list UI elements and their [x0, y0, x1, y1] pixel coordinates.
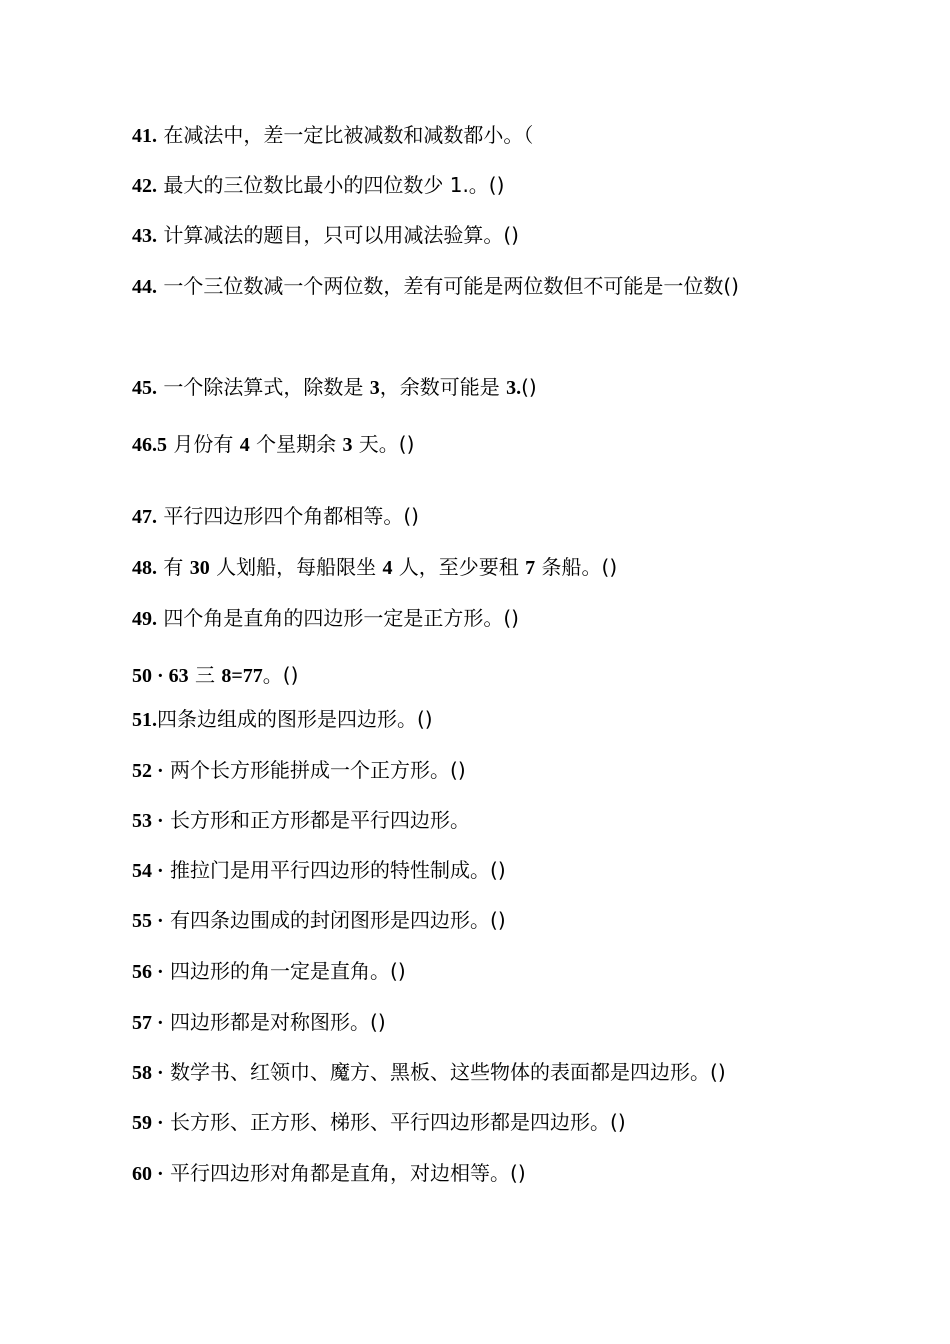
question-46: [132, 431, 414, 458]
question-53: [132, 807, 470, 834]
question-number: 57 ·: [132, 1012, 164, 1034]
question-text: 月份有: [167, 432, 240, 456]
question-number: 56 ·: [132, 961, 164, 983]
question-number: 42.: [132, 175, 157, 197]
question-45: [132, 374, 537, 401]
question-text: 推拉门是用平行四边形的特性制成。(): [163, 858, 506, 882]
question-43: [132, 222, 519, 249]
question-text: 有四条边围成的封闭图形是四边形。(): [163, 908, 506, 932]
question-text: 人，至少要租: [392, 555, 526, 579]
question-text: ，余数可能是: [379, 375, 507, 399]
question-60: [132, 1160, 526, 1187]
question-number: 59 ·: [132, 1112, 164, 1134]
question-text: 在减法中，差一定比被减数和减数都小。（: [157, 123, 534, 147]
question-bold-value: 3: [369, 377, 380, 399]
question-bold-value: 30: [189, 557, 210, 579]
question-41: [132, 122, 533, 149]
question-text: 一个三位数减一个两位数，差有可能是两位数但不可能是一位数(): [157, 274, 739, 298]
question-number: 53 ·: [132, 810, 164, 832]
question-text: 四个角是直角的四边形一定是正方形。(): [157, 606, 519, 630]
question-text: 计算减法的题目，只可以用减法验算。(): [157, 223, 519, 247]
question-number: 55 ·: [132, 910, 164, 932]
question-bold-value: 3: [342, 434, 353, 456]
question-number: 60 ·: [132, 1163, 164, 1185]
question-bold-value: 7: [525, 557, 536, 579]
question-bold-value: 8=77: [221, 665, 263, 687]
question-number: 46.5: [132, 434, 167, 456]
question-59: [132, 1109, 626, 1136]
question-49: [132, 605, 519, 632]
question-52: [132, 757, 466, 784]
question-text: 个星期余: [249, 432, 343, 456]
question-51: [132, 706, 433, 733]
question-number: 51.: [132, 709, 157, 731]
question-text: 三: [188, 663, 222, 687]
question-bold-value: 4: [382, 557, 393, 579]
question-text: 四边形都是对称图形。(): [163, 1010, 386, 1034]
question-text: 四边形的角一定是直角。(): [163, 959, 406, 983]
question-text: 两个长方形能拼成一个正方形。(): [163, 758, 466, 782]
question-text: 平行四边形四个角都相等。(): [157, 504, 419, 528]
question-text: 长方形、正方形、梯形、平行四边形都是四边形。(): [163, 1110, 626, 1134]
question-text: 四条边组成的图形是四边形。(): [157, 707, 433, 731]
question-bold-value: 3.: [506, 377, 522, 399]
question-44: [132, 273, 739, 300]
question-text: 平行四边形对角都是直角，对边相等。(): [163, 1161, 526, 1185]
question-number: 49.: [132, 608, 157, 630]
question-54: [132, 857, 506, 884]
question-number: 50 · 63: [132, 665, 189, 687]
question-number: 43.: [132, 225, 157, 247]
question-47: [132, 503, 419, 530]
question-number: 52 ·: [132, 760, 164, 782]
question-57: [132, 1009, 386, 1036]
question-number: 44.: [132, 276, 157, 298]
question-text: 数学书、红领巾、魔方、黑板、这些物体的表面都是四边形。(): [163, 1060, 726, 1084]
question-48: [132, 554, 617, 581]
question-56: [132, 958, 406, 985]
question-number: 58 ·: [132, 1062, 164, 1084]
question-number: 47.: [132, 506, 157, 528]
question-58: [132, 1059, 726, 1086]
question-text: (): [521, 375, 537, 399]
question-42: [132, 172, 504, 199]
question-text: 一个除法算式，除数是: [157, 375, 370, 399]
question-bold-value: 4: [239, 434, 250, 456]
question-number: 48.: [132, 557, 157, 579]
question-text: 长方形和正方形都是平行四边形。: [163, 808, 471, 832]
question-number: 41.: [132, 125, 157, 147]
question-text: 最大的三位数比最小的四位数少 1.。(): [157, 173, 505, 197]
question-number: 54 ·: [132, 860, 164, 882]
question-text: 有: [157, 555, 190, 579]
question-text: 条船。(): [535, 555, 618, 579]
question-number: 45.: [132, 377, 157, 399]
question-text: 人划船，每船限坐: [209, 555, 383, 579]
question-text: 天。(): [352, 432, 415, 456]
question-50: [132, 662, 298, 689]
question-55: [132, 907, 506, 934]
question-text: 。(): [262, 663, 299, 687]
